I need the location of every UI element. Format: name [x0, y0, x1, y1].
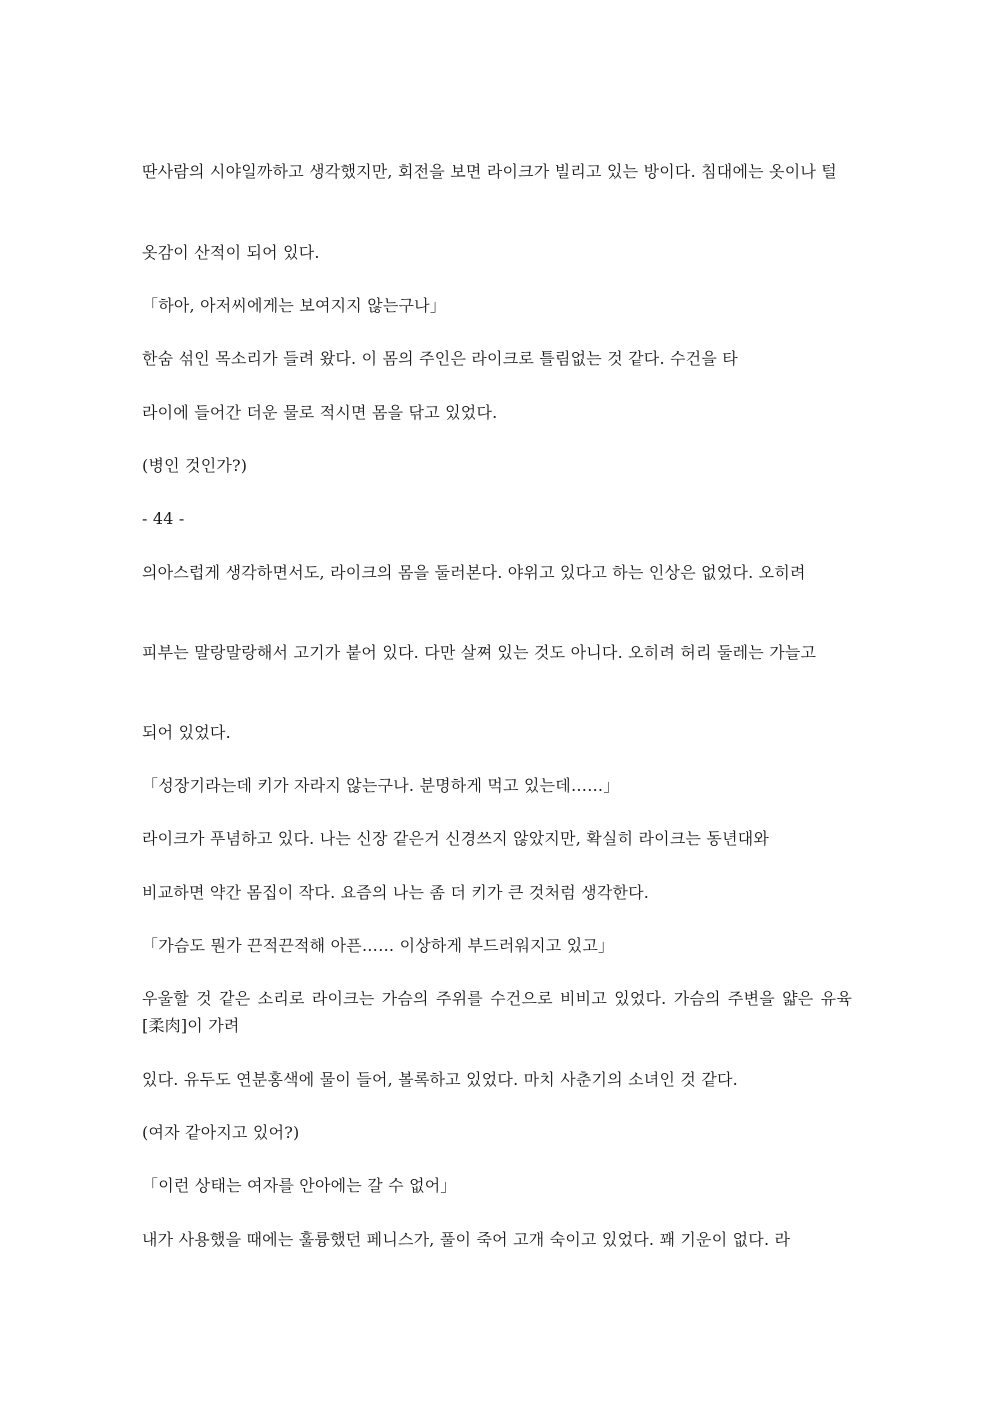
page-number: - 44 -	[142, 509, 185, 528]
paragraph-4: 한숨 섞인 목소리가 들려 왔다. 이 몸의 주인은 라이크로 틀림없는 것 같다. 수건을 타	[142, 349, 738, 368]
paragraph-18: 내가 사용했을 때에는 훌륭했던 페니스가, 풀이 죽어 고개 숙이고 있었다. 꽤 기운이 없다. 라	[142, 1230, 791, 1249]
paragraph-2: 옷감이 산적이 되어 있다.	[142, 243, 320, 262]
paragraph-9: 되어 있었다.	[142, 723, 231, 742]
paragraph-15: 있다. 유두도 연분홍색에 물이 들어, 볼록하고 있었다. 마치 사춘기의 소녀인 것 같다.	[142, 1070, 738, 1089]
paragraph-13: 「가슴도 뭔가 끈적끈적해 아픈…… 이상하게 부드러워지고 있고」	[142, 936, 615, 955]
paragraph-17: 「이런 상태는 여자를 안아에는 갈 수 없어」	[142, 1176, 457, 1195]
paragraph-6: (병인 것인가?)	[142, 456, 248, 475]
paragraph-14: 우울할 것 같은 소리로 라이크는 가슴의 주위를 수건으로 비비고 있었다. 가슴의 주변을 얇은 유육[柔肉]이 가려	[142, 989, 852, 1035]
paragraph-1: 딴사람의 시야일까하고 생각했지만, 회전을 보면 라이크가 빌리고 있는 방이다. 침대에는 옷이나 털	[142, 162, 837, 181]
paragraph-3: 「하아, 아저씨에게는 보여지지 않는구나」	[142, 296, 447, 315]
paragraph-11: 라이크가 푸념하고 있다. 나는 신장 같은거 신경쓰지 않았지만, 확실히 라이크는 동년대와	[142, 829, 770, 848]
paragraph-7: 의아스럽게 생각하면서도, 라이크의 몸을 둘러본다. 야위고 있다고 하는 인상은 없었다. 오히려	[142, 563, 806, 582]
paragraph-10: 「성장기라는데 키가 자라지 않는구나. 분명하게 먹고 있는데……」	[142, 776, 620, 795]
paragraph-16: (여자 같아지고 있어?)	[142, 1123, 300, 1142]
paragraph-5: 라이에 들어간 더운 물로 적시면 몸을 닦고 있었다.	[142, 403, 498, 422]
paragraph-8: 피부는 말랑말랑해서 고기가 붙어 있다. 다만 살쪄 있는 것도 아니다. 오히려 허리 둘레는 가늘고	[142, 643, 817, 662]
paragraph-12: 비교하면 약간 몸집이 작다. 요즘의 나는 좀 더 키가 큰 것처럼 생각한다.	[142, 883, 650, 902]
